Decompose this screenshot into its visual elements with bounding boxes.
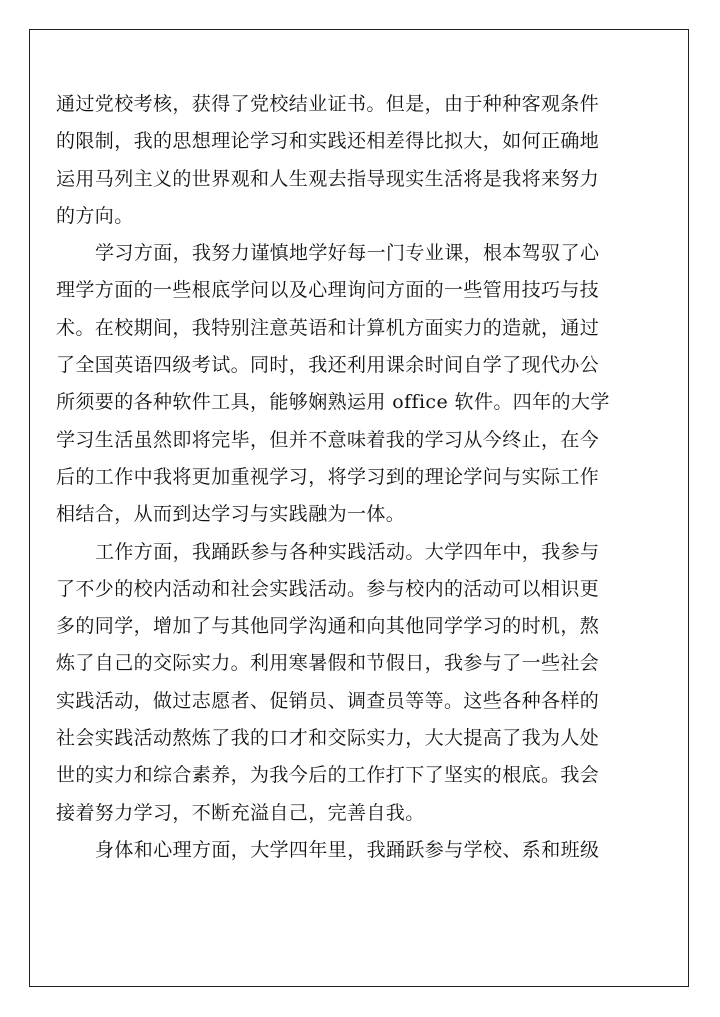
text-line: 炼了自己的交际实力。利用寒暑假和节假日，我参与了一些社会	[56, 652, 600, 675]
text-line: 运用马列主义的世界观和人生观去指导现实生活将是我将来努力	[56, 167, 600, 190]
text-line: 理学方面的一些根底学问以及心理询问方面的一些管用技巧与技	[56, 279, 600, 302]
text-line: 了全国英语四级考试。同时，我还利用课余时间自学了现代办公	[56, 354, 600, 377]
text-line: 通过党校考核，获得了党校结业证书。但是，由于种种客观条件	[56, 93, 600, 115]
paragraph-first-line: 学习方面，我努力谨慎地学好每一门专业课，根本驾驭了心	[95, 242, 600, 265]
text-line: 相结合，从而到达学习与实践融为一体。	[56, 503, 406, 526]
document-body	[56, 86, 636, 869]
text-line: 学习生活虽然即将完毕，但并不意味着我的学习从今终止，在今	[56, 428, 600, 451]
paragraph-first-line: 身体和心理方面，大学四年里，我踊跃参与学校、系和班级	[95, 838, 600, 861]
text-line: 了不少的校内活动和社会实践活动。参与校内的活动可以相识更	[56, 577, 600, 600]
text-line: 的限制，我的思想理论学习和实践还相差得比拟大，如何正确地	[56, 130, 600, 153]
text-line: 多的同学，增加了与其他同学沟通和向其他同学学习的时机，熬	[56, 615, 600, 638]
text-line: 的方向。	[56, 204, 134, 227]
text-line: 所须要的各种软件工具，能够娴熟运用 office 软件。四年的大学	[56, 391, 610, 414]
text-line: 社会实践活动熬炼了我的口才和交际实力，大大提高了我为人处	[56, 727, 600, 750]
paragraph-first-line: 工作方面，我踊跃参与各种实践活动。大学四年中，我参与	[95, 540, 600, 563]
text-line: 后的工作中我将更加重视学习，将学习到的理论学问与实际工作	[56, 465, 600, 488]
text-line: 世的实力和综合素养，为我今后的工作打下了坚实的根底。我会	[56, 764, 600, 787]
text-line: 术。在校期间，我特别注意英语和计算机方面实力的造就，通过	[56, 316, 600, 339]
text-line: 实践活动，做过志愿者、促销员、调查员等等。这些各种各样的	[56, 689, 600, 712]
text-line: 接着努力学习，不断充溢自己，完善自我。	[56, 801, 425, 824]
